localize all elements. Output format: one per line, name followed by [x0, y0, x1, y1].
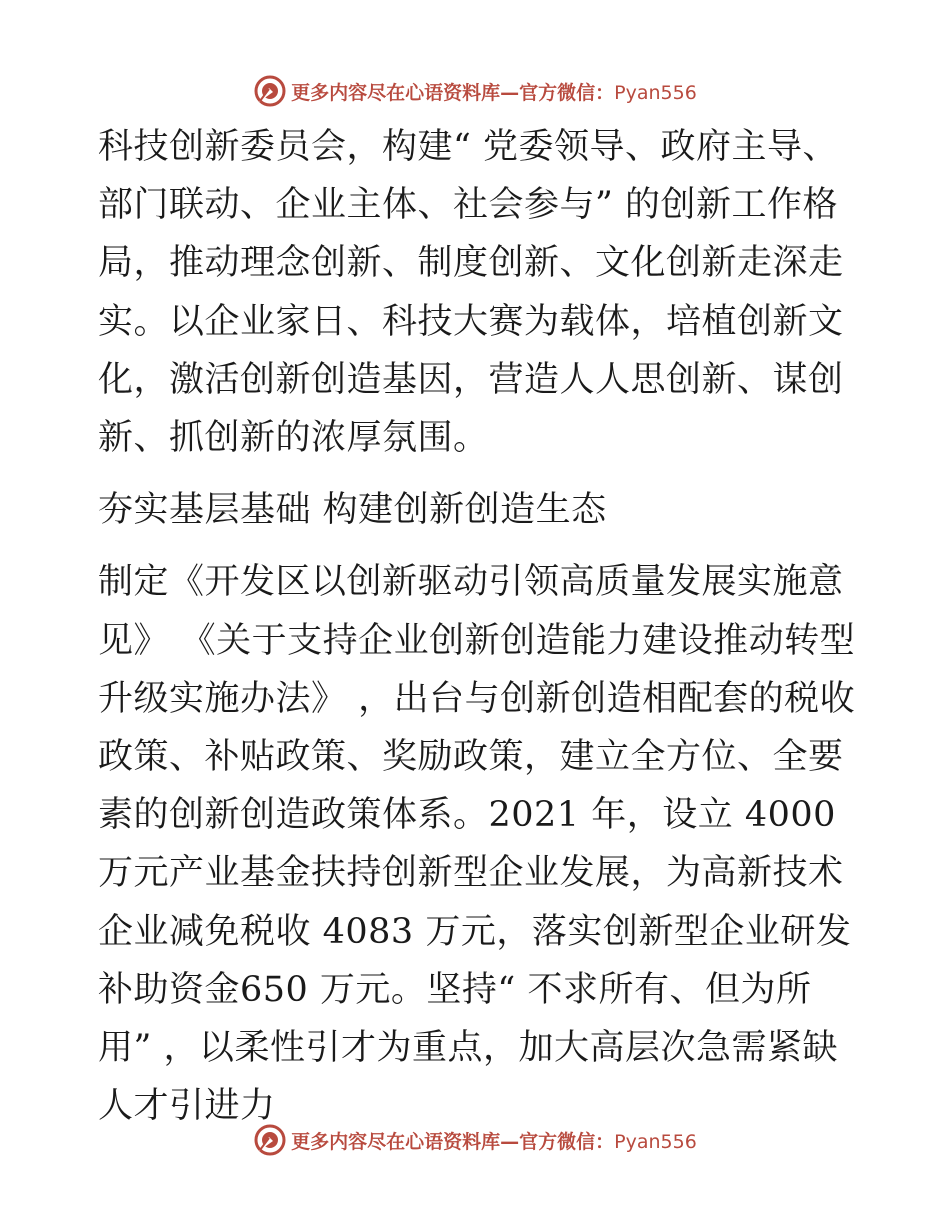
pen-logo-icon [253, 74, 287, 108]
watermark-wechat-id: Pyan556 [614, 1130, 697, 1153]
section-heading: 夯实基层基础 构建创新创造生态 [98, 490, 607, 531]
watermark-wechat-id: Pyan556 [614, 81, 697, 104]
footer-watermark [0, 1120, 950, 1160]
watermark-text: 更多内容尽在心语资料库—官方微信： [291, 81, 615, 104]
paragraph-2: 制定《开发区以创新驱动引领高质量发展实施意见》 《关于支持企业创新创造能力建设推动转型升级实施办法》 ，出台与创新创造相配套的税收政策、补贴政策、奖励政策，建立全方位、全要素的创新创造政策体系。2021 年，设立 4000 万元产业基金扶持创新型企业发展，为高新技术企业减免税收 4083 万元，落实创新型企业研发补助资金650 万元。坚持“ 不求所有、但为所用” ，以柔性引才为重点，加大高层次急需紧缺人才引进力 [98, 562, 856, 1127]
header-watermark [0, 71, 950, 111]
document-body [98, 118, 858, 1135]
paragraph-1: 科技创新委员会，构建“ 党委领导、政府主导、部门联动、企业主体、社会参与” 的创新工作格局，推动理念创新、制度创新、文化创新走深走实。以企业家日、科技大赛为载体，培植创新文化，激活创新创造基因，营造人人思创新、谋创新、抓创新的浓厚氛围。 [98, 127, 844, 459]
pen-logo-icon [253, 1123, 287, 1157]
watermark-text: 更多内容尽在心语资料库—官方微信： [291, 1130, 615, 1153]
